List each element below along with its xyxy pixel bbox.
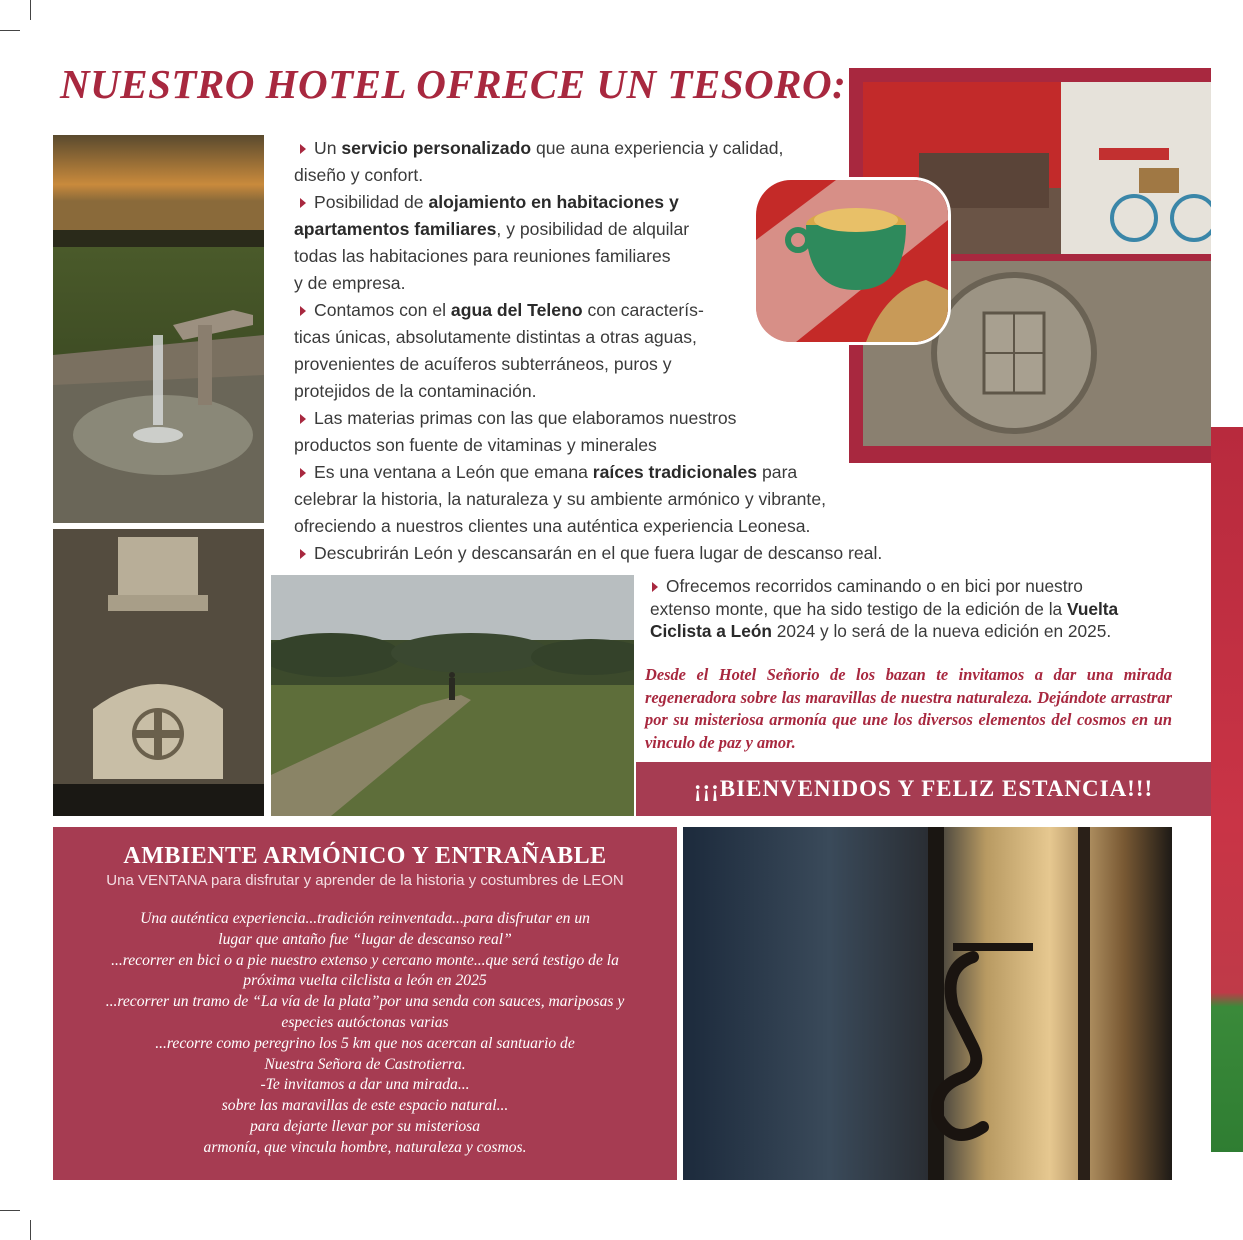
arrow-bullet-icon (300, 306, 306, 316)
list-item: Contamos con el agua del Teleno con caracterís- ticas únicas, absolutamente distintas a otras aguas, provenientes de acuíferos subterráneos, puros y protejidos de la contaminación. (294, 300, 704, 401)
ambient-panel (53, 827, 677, 1180)
welcome-banner: ¡¡¡BIENVENIDOS Y FELIZ ESTANCIA!!! (636, 762, 1211, 816)
bike-tours-text: Ofrecemos recorridos caminando o en bici por nuestro extenso monte, que ha sido testigo de la edición de la Vuelta Ciclista a León 2024 y lo será de la nueva edición en 2025. (650, 576, 1119, 641)
list-item: Un servicio personalizado que auna experiencia y calidad, diseño y confort. (294, 138, 784, 185)
arrow-bullet-icon (300, 144, 306, 154)
list-item: Posibilidad de alojamiento en habitaciones y apartamentos familiares, y posibilidad de alquilar todas las habitaciones para reuniones familiares y de empresa. (294, 192, 690, 293)
fountain-photo (53, 135, 264, 523)
list-item: Las materias primas con las que elaboramos nuestros productos son fuente de vitaminas y minerales (294, 408, 737, 455)
cyclist-landscape-photo (271, 575, 634, 816)
crop-mark (0, 1210, 20, 1211)
crop-mark (30, 0, 31, 20)
crop-mark (0, 30, 20, 31)
arrow-bullet-icon (300, 468, 306, 478)
next-page-edge (1211, 427, 1243, 1152)
list-item: Es una ventana a León que emana raíces tradicionales para celebrar la historia, la naturaleza y su ambiente armónico y vibrante, ofreciendo a nuestros clientes una auténtica experiencia Leonesa. (294, 462, 826, 536)
arrow-bullet-icon (300, 414, 306, 424)
door-handle-photo (683, 827, 1172, 1180)
arrow-bullet-icon (652, 582, 658, 592)
arrow-bullet-icon (300, 549, 306, 559)
stone-cross-photo (53, 529, 264, 816)
page-title: NUESTRO HOTEL OFRECE UN TESORO: (60, 61, 847, 107)
services-list (294, 135, 904, 567)
ambient-heading: AMBIENTE ARMÓNICO Y ENTRAÑABLE (123, 843, 607, 869)
ambient-subtitle: Una VENTANA para disfrutar y aprender de la historia y costumbres de LEON (106, 872, 624, 889)
ambient-poem: Una auténtica experiencia...tradición reinventada...para disfrutar en un lugar que antaño fue “lugar de descanso real” ...recorrer en bici o a pie nuestro extenso y cercano monte...que será testigo de la próxima vuelta cilclista a león en 2025 ...recorrer un tramo de “La vía de la plata”por una senda con sauces, mariposas y especies autóctonas varias ...recorre como peregrino los 5 km que nos acercan al santuario de Nuestra Señora de Castrotierra. -Te invitamos a dar una mirada... sobre las maravillas de este espacio natural... para dejarte llevar por su misteriosa armonía, que vincula hombre, naturaleza y cosmos. (105, 910, 625, 1156)
arrow-bullet-icon (300, 198, 306, 208)
invitation-text: Desde el Hotel Señorio de los bazan te invitamos a dar una mirada regeneradora sobre las maravillas de nuestra naturaleza. Dejándote arrastrar por su misteriosa armonía que une los diversos elementos del cosmos en un vinculo de paz y amor. (645, 665, 1172, 752)
list-item: Descubrirán León y descansarán en el que fuera lugar de descanso real. (294, 540, 904, 567)
crop-mark (30, 1220, 31, 1240)
